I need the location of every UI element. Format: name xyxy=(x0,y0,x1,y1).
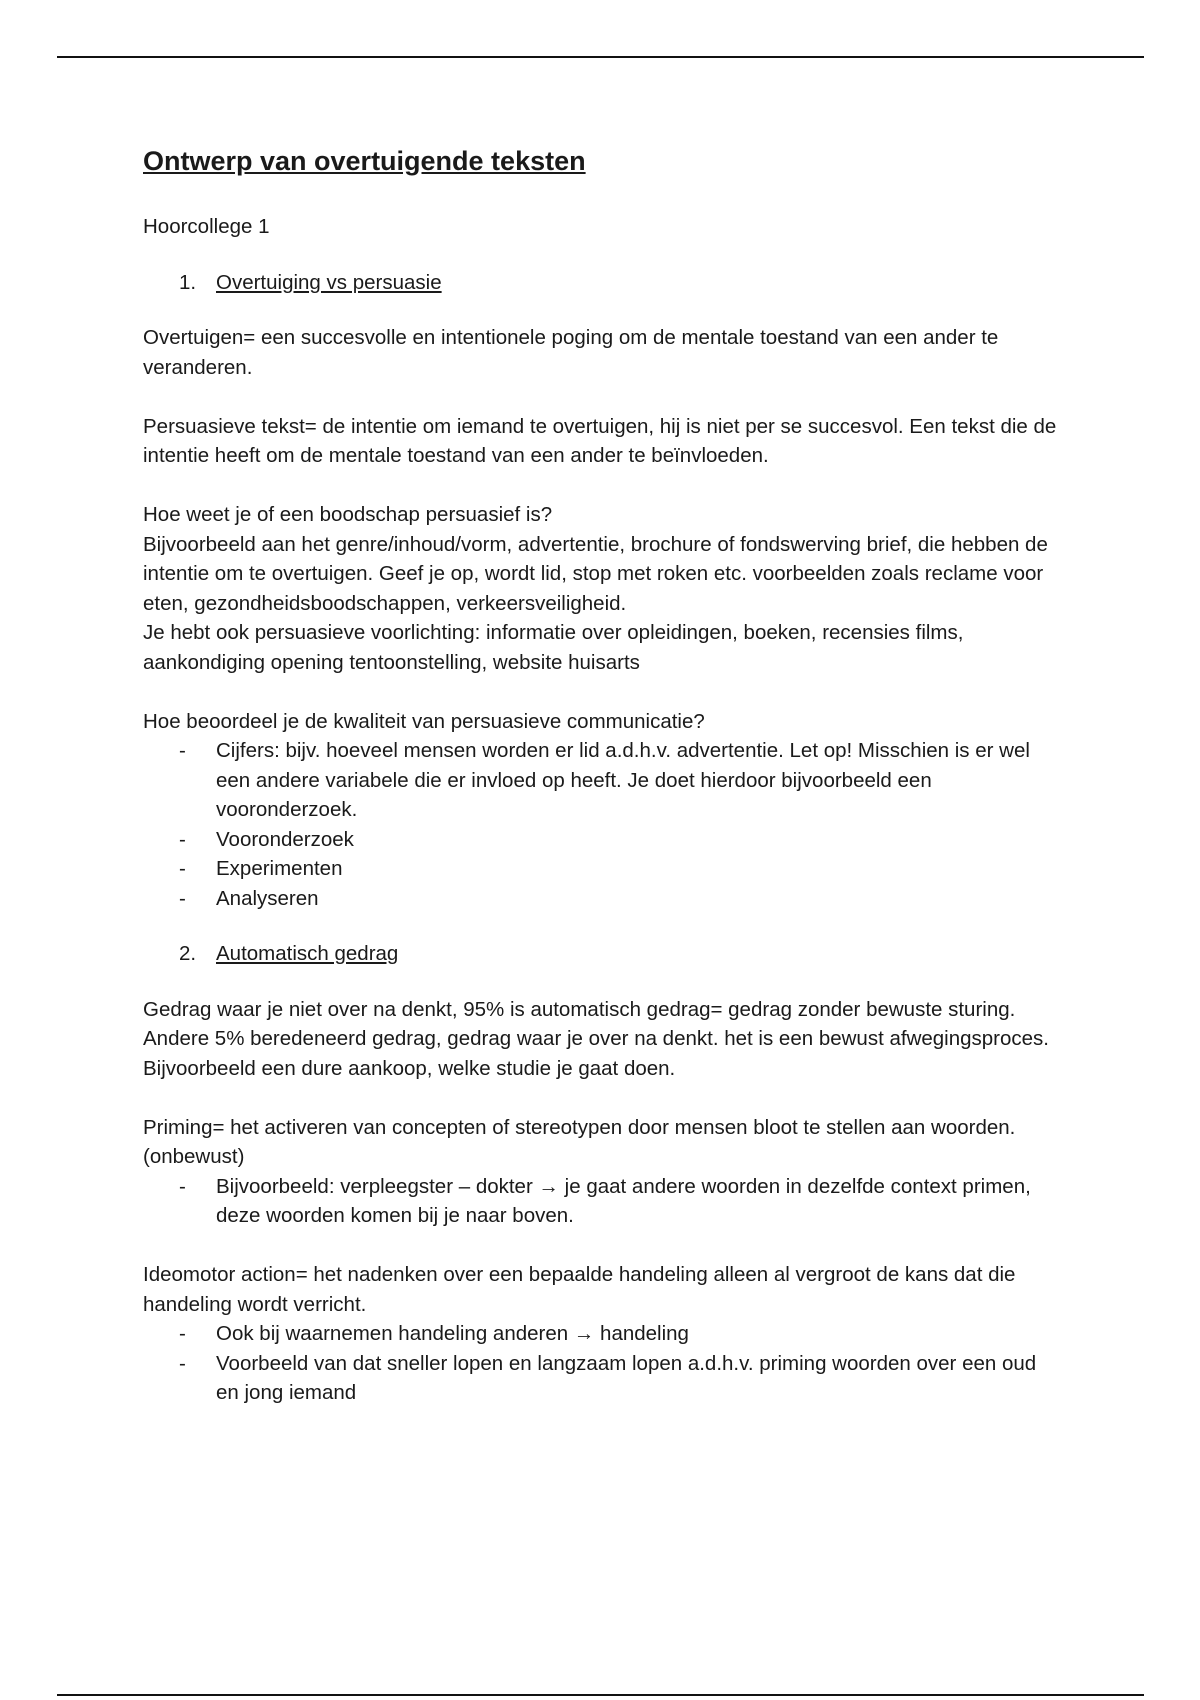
paragraph-gedrag: Gedrag waar je niet over na denkt, 95% is automatisch gedrag= gedrag zonder bewuste sturing. xyxy=(143,997,1016,1021)
paragraph-overtuigen: Overtuigen= een succesvolle en intentionele poging om de mentale toestand van een ander te veranderen. xyxy=(143,326,999,379)
list-item-text: Cijfers: bijv. hoeveel mensen worden er lid a.d.h.v. advertentie. Let op! Misschien is er wel een andere variabele die er invloed op heeft. Je doet hierdoor bijvoorbeeld een vooronderzoek. xyxy=(216,739,1030,821)
question-kwaliteit: Hoe beoordeel je de kwaliteit van persuasieve communicatie? xyxy=(143,709,705,733)
paragraph-bijvoorbeeld: Bijvoorbeeld aan het genre/inhoud/vorm, advertentie, brochure of fondswerving brief, die hebben de intentie om te overtuigen. Geef je op, wordt lid, stop met roken etc. voorbeelden zoals reclame voor eten, gezondheidsboodschappen, verkeersveiligheid. xyxy=(143,532,1048,615)
dash-bullet: - xyxy=(179,1351,186,1375)
dash-bullet: - xyxy=(179,857,186,880)
paragraph-ideomotor: Ideomotor action= het nadenken over een bepaalde handeling alleen al vergroot de kans dat die handeling wordt verricht. xyxy=(143,1263,1016,1316)
dash-bullet: - xyxy=(179,739,186,762)
list-priming xyxy=(143,1172,1063,1231)
dash-bullet: - xyxy=(179,827,186,851)
section-number: 2. xyxy=(179,942,197,965)
list-item xyxy=(179,1349,1063,1408)
list-item xyxy=(179,854,1063,884)
list-item xyxy=(179,1172,1063,1231)
list-item-text: Experimenten xyxy=(216,857,343,880)
section-number: 1. xyxy=(179,270,197,294)
paragraph-persuasieve-tekst: Persuasieve tekst= de intentie om iemand te overtuigen, hij is niet per se succesvol. Een tekst die de intentie heeft om de mentale toestand van een ander te beïnvloeden. xyxy=(143,414,1057,467)
list-item-text: Vooronderzoek xyxy=(216,827,354,851)
list-item xyxy=(179,1319,1063,1349)
list-item-text: Bijvoorbeeld: verpleegster – dokter → je gaat andere woorden in dezelfde context primen, deze woorden komen bij je naar boven. xyxy=(216,1174,1031,1227)
document-subtitle: Hoorcollege 1 xyxy=(143,215,270,238)
list-ideomotor xyxy=(143,1319,1063,1408)
section-title: Overtuiging vs persuasie xyxy=(216,270,442,294)
paragraph-voorlichting: Je hebt ook persuasieve voorlichting: informatie over opleidingen, boeken, recensies films, aankondiging opening tentoonstelling, website huisarts xyxy=(143,621,964,674)
question-persuasief: Hoe weet je of een boodschap persuasief is? xyxy=(143,503,553,526)
list-item xyxy=(179,884,1063,914)
header-rule xyxy=(57,56,1144,58)
document-title: Ontwerp van overtuigende teksten xyxy=(143,146,586,176)
list-item xyxy=(179,825,1063,855)
section-heading-2 xyxy=(179,939,1063,969)
section-heading-1 xyxy=(179,268,1063,298)
paragraph-andere: Andere 5% beredeneerd gedrag, gedrag waar je over na denkt. het is een bewust afwegingsproces. Bijvoorbeeld een dure aankoop, welke studie je gaat doen. xyxy=(143,1027,1050,1080)
list-item-text: Analyseren xyxy=(216,886,319,910)
dash-bullet: - xyxy=(179,1322,186,1345)
dash-bullet: - xyxy=(179,1174,186,1198)
list-item-text: Voorbeeld van dat sneller lopen en langzaam lopen a.d.h.v. priming woorden over een oud en jong iemand xyxy=(216,1351,1037,1404)
list-item-text: Ook bij waarnemen handeling anderen → handeling xyxy=(216,1322,689,1345)
paragraph-priming: Priming= het activeren van concepten of stereotypen door mensen bloot te stellen aan woorden. (onbewust) xyxy=(143,1115,1016,1168)
list-kwaliteit xyxy=(143,736,1063,913)
dash-bullet: - xyxy=(179,886,186,910)
list-item xyxy=(179,736,1063,825)
section-title: Automatisch gedrag xyxy=(216,942,399,965)
footer-rule xyxy=(57,1694,1144,1696)
document-page xyxy=(143,144,1063,1408)
